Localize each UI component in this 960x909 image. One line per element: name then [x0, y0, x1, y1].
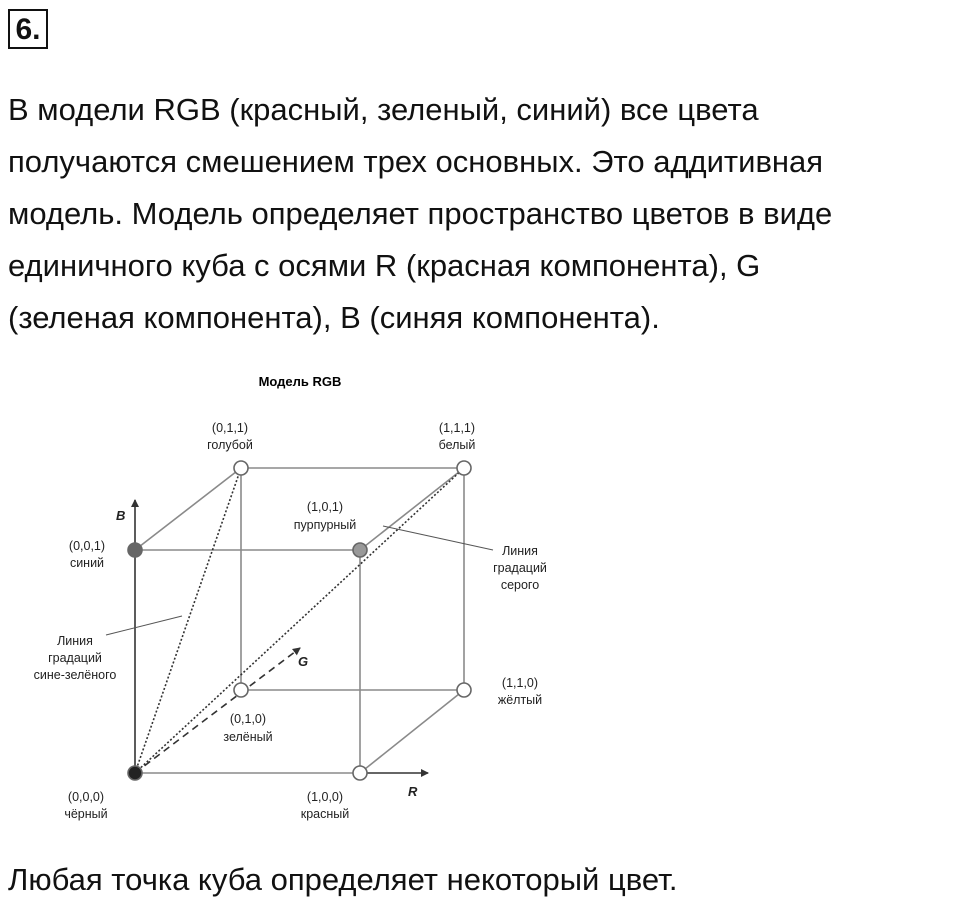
rgb-cube-diagram — [20, 360, 580, 840]
edge-blue-cyan — [135, 468, 241, 550]
white-name: белый — [438, 438, 476, 452]
cyan-line-label: градаций — [48, 651, 102, 665]
vertex-red — [353, 766, 367, 780]
intro-line: модель. Модель определяет пространство цветов в виде — [8, 196, 833, 231]
yellow-name: жёлтый — [497, 693, 543, 707]
gray-line-label: градаций — [493, 561, 547, 575]
gray-gradation-line — [135, 468, 464, 773]
task-number: 6. — [8, 9, 48, 49]
vertex-black — [128, 766, 142, 780]
r-axis-label: R — [408, 784, 418, 799]
red-name: красный — [300, 807, 350, 821]
black-coord: (0,0,0) — [67, 790, 105, 804]
yellow-coord: (1,1,0) — [501, 676, 539, 690]
magenta-name: пурпурный — [293, 518, 357, 532]
intro-line: единичного куба с осями R (красная компонента), G — [8, 248, 761, 283]
vertex-yellow — [457, 683, 471, 697]
intro-line: получаются смешением трех основных. Это аддитивная — [8, 144, 824, 179]
blue-coord: (0,0,1) — [68, 539, 106, 553]
cyan-line-leader — [106, 616, 182, 635]
conclusion-text: Любая точка куба определяет некоторый цвет. — [8, 862, 678, 897]
black-name: чёрный — [64, 807, 108, 821]
vertex-cyan — [234, 461, 248, 475]
g-axis — [135, 648, 300, 773]
red-coord: (1,0,0) — [306, 790, 344, 804]
cyan-line-label: сине-зелёного — [33, 668, 117, 682]
blue-name: синий — [69, 556, 105, 570]
gray-line-leader — [383, 526, 493, 550]
rgb-cube-figure — [20, 360, 580, 840]
b-axis-label: B — [116, 508, 126, 523]
vertex-green — [234, 683, 248, 697]
g-axis-label: G — [298, 654, 309, 669]
cyan-coord: (0,1,1) — [211, 421, 249, 435]
intro-line: В модели RGB (красный, зеленый, синий) все цвета — [8, 92, 759, 127]
vertex-blue — [128, 543, 142, 557]
cyan-gradation-line — [135, 468, 241, 773]
green-name: зелёный — [223, 730, 273, 744]
cyan-name: голубой — [207, 438, 253, 452]
gray-line-label: серого — [500, 578, 540, 592]
vertex-white — [457, 461, 471, 475]
cyan-line-label: Линия — [57, 634, 93, 648]
intro-line: (зеленая компонента), B (синяя компонента). — [8, 300, 660, 335]
gray-line-label: Линия — [502, 544, 538, 558]
intro-paragraph — [8, 84, 953, 344]
vertex-magenta — [353, 543, 367, 557]
white-coord: (1,1,1) — [438, 421, 476, 435]
green-coord: (0,1,0) — [229, 712, 267, 726]
figure-title: Модель RGB — [258, 374, 342, 389]
magenta-coord: (1,0,1) — [306, 500, 344, 514]
edge-red-yellow — [360, 690, 464, 773]
edge-magenta-white — [360, 468, 464, 550]
